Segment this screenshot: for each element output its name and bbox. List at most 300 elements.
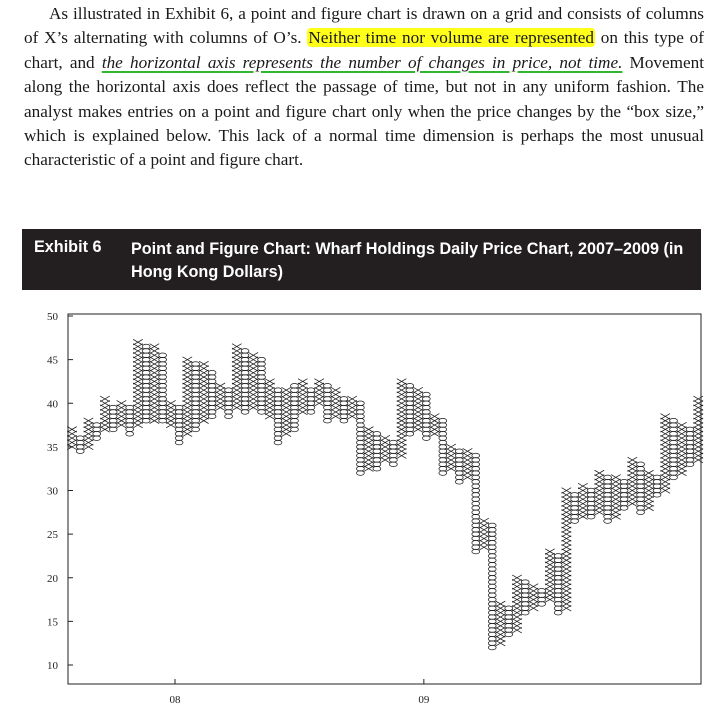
- x-mark: [660, 470, 670, 476]
- o-mark: [686, 458, 694, 463]
- o-mark: [192, 370, 200, 375]
- o-mark: [93, 431, 101, 436]
- x-mark: [380, 444, 390, 450]
- x-mark: [545, 549, 555, 555]
- x-mark: [232, 387, 242, 393]
- o-mark: [488, 549, 496, 554]
- o-mark: [274, 388, 282, 393]
- x-mark: [578, 496, 588, 502]
- x-mark: [199, 405, 209, 411]
- x-mark: [331, 396, 341, 402]
- o-mark: [225, 405, 233, 410]
- x-mark: [150, 414, 160, 420]
- o-mark: [422, 405, 430, 410]
- o-mark: [93, 436, 101, 441]
- x-mark: [628, 492, 638, 498]
- x-mark: [265, 396, 275, 402]
- o-column: [521, 580, 529, 615]
- x-column: [265, 379, 275, 420]
- x-mark: [150, 352, 160, 358]
- o-mark: [554, 562, 562, 567]
- x-mark: [479, 523, 489, 529]
- o-mark: [258, 405, 266, 410]
- x-mark: [644, 501, 654, 507]
- o-mark: [587, 493, 595, 498]
- o-mark: [406, 397, 414, 402]
- x-mark: [595, 505, 605, 511]
- x-mark: [84, 418, 94, 424]
- o-mark: [192, 384, 200, 389]
- x-mark: [578, 488, 588, 494]
- o-mark: [357, 410, 365, 415]
- exhibit-title: Point and Figure Chart: Wharf Holdings Daily Price Chart, 2007–2009 (in Hong Kong Dollars): [131, 240, 684, 281]
- o-mark: [505, 628, 513, 633]
- paragraph-segment: the horizontal axis represents the number of changes in price, not time.: [101, 52, 623, 72]
- x-mark: [199, 379, 209, 385]
- x-mark: [545, 562, 555, 568]
- x-mark: [133, 396, 143, 402]
- x-column: [281, 387, 291, 436]
- o-mark: [604, 519, 612, 524]
- x-mark: [413, 418, 423, 424]
- x-mark: [281, 431, 291, 437]
- x-mark: [298, 405, 308, 411]
- o-mark: [620, 484, 628, 489]
- o-mark: [488, 580, 496, 585]
- o-mark: [439, 431, 447, 436]
- o-mark: [142, 397, 150, 402]
- y-tick-label: 40: [47, 398, 58, 411]
- x-column: [446, 444, 456, 471]
- x-column: [413, 387, 423, 432]
- o-mark: [637, 462, 645, 467]
- o-mark: [554, 575, 562, 580]
- x-mark: [595, 510, 605, 516]
- x-mark: [265, 387, 275, 393]
- o-mark: [439, 458, 447, 463]
- x-mark: [150, 383, 160, 389]
- o-mark: [225, 388, 233, 393]
- o-mark: [159, 414, 167, 419]
- o-column: [670, 418, 678, 479]
- x-mark: [413, 387, 423, 393]
- o-mark: [472, 484, 480, 489]
- x-column: [660, 414, 670, 494]
- o-mark: [472, 514, 480, 519]
- x-mark: [281, 427, 291, 433]
- o-mark: [505, 606, 513, 611]
- o-mark: [142, 379, 150, 384]
- o-mark: [241, 353, 249, 358]
- o-mark: [208, 405, 216, 410]
- x-mark: [512, 623, 522, 629]
- x-mark: [446, 444, 456, 450]
- o-mark: [406, 384, 414, 389]
- o-mark: [488, 558, 496, 563]
- x-mark: [232, 392, 242, 398]
- x-mark: [133, 405, 143, 411]
- x-mark: [133, 400, 143, 406]
- x-mark: [281, 392, 291, 398]
- o-mark: [208, 388, 216, 393]
- o-mark: [291, 388, 299, 393]
- x-column: [545, 549, 555, 603]
- o-mark: [554, 606, 562, 611]
- x-mark: [281, 418, 291, 424]
- x-column: [199, 361, 209, 423]
- x-mark: [512, 627, 522, 633]
- o-column: [571, 493, 579, 524]
- o-mark: [126, 431, 134, 436]
- o-mark: [76, 445, 84, 450]
- o-mark: [175, 405, 183, 410]
- x-mark: [183, 392, 193, 398]
- x-mark: [166, 422, 176, 428]
- o-column: [340, 397, 348, 423]
- o-mark: [192, 401, 200, 406]
- x-mark: [545, 584, 555, 590]
- y-tick-label: 35: [47, 441, 58, 454]
- o-mark: [455, 458, 463, 463]
- o-mark: [258, 410, 266, 415]
- o-mark: [620, 488, 628, 493]
- o-mark: [192, 375, 200, 380]
- o-mark: [571, 510, 579, 515]
- o-mark: [637, 501, 645, 506]
- x-mark: [298, 400, 308, 406]
- o-mark: [554, 554, 562, 559]
- x-mark: [446, 466, 456, 472]
- x-mark: [413, 414, 423, 420]
- x-mark: [611, 505, 621, 511]
- o-mark: [670, 471, 678, 476]
- o-mark: [291, 427, 299, 432]
- o-mark: [192, 418, 200, 423]
- o-column: [488, 523, 496, 650]
- x-mark: [397, 383, 407, 389]
- x-mark: [199, 414, 209, 420]
- x-mark: [677, 457, 687, 463]
- x-mark: [248, 392, 258, 398]
- o-mark: [208, 401, 216, 406]
- x-mark: [562, 575, 572, 581]
- x-mark: [183, 409, 193, 415]
- x-mark: [660, 435, 670, 441]
- o-mark: [554, 584, 562, 589]
- o-mark: [554, 593, 562, 598]
- o-mark: [340, 405, 348, 410]
- o-mark: [488, 545, 496, 550]
- x-mark: [347, 405, 357, 411]
- o-mark: [554, 580, 562, 585]
- o-mark: [604, 484, 612, 489]
- o-mark: [192, 362, 200, 367]
- o-mark: [505, 615, 513, 620]
- o-mark: [472, 453, 480, 458]
- x-mark: [430, 418, 440, 424]
- o-mark: [670, 458, 678, 463]
- o-mark: [274, 410, 282, 415]
- o-mark: [307, 410, 315, 415]
- o-mark: [258, 357, 266, 362]
- x-mark: [644, 496, 654, 502]
- o-column: [389, 440, 397, 466]
- x-mark: [183, 414, 193, 420]
- x-mark: [232, 344, 242, 350]
- x-mark: [545, 553, 555, 559]
- o-mark: [192, 388, 200, 393]
- x-column: [397, 379, 407, 459]
- x-mark: [183, 418, 193, 424]
- x-mark: [496, 640, 506, 646]
- x-mark: [397, 422, 407, 428]
- o-mark: [126, 410, 134, 415]
- o-mark: [109, 410, 117, 415]
- x-mark: [529, 592, 539, 598]
- x-mark: [677, 435, 687, 441]
- x-mark: [562, 531, 572, 537]
- o-mark: [241, 357, 249, 362]
- x-mark: [397, 431, 407, 437]
- o-mark: [422, 414, 430, 419]
- o-mark: [357, 458, 365, 463]
- x-mark: [413, 409, 423, 415]
- o-mark: [538, 602, 546, 607]
- x-mark: [644, 488, 654, 494]
- x-mark: [84, 427, 94, 433]
- o-mark: [472, 475, 480, 480]
- x-mark: [183, 366, 193, 372]
- o-mark: [422, 423, 430, 428]
- o-mark: [389, 458, 397, 463]
- x-mark: [611, 501, 621, 507]
- x-mark: [133, 344, 143, 350]
- x-mark: [529, 601, 539, 607]
- o-mark: [274, 431, 282, 436]
- x-mark: [248, 374, 258, 380]
- x-mark: [298, 396, 308, 402]
- x-mark: [183, 427, 193, 433]
- x-mark: [677, 453, 687, 459]
- x-mark: [248, 379, 258, 385]
- o-mark: [406, 405, 414, 410]
- x-column: [100, 396, 110, 432]
- x-mark: [693, 405, 703, 411]
- x-column: [628, 457, 638, 506]
- o-mark: [258, 379, 266, 384]
- o-mark: [274, 423, 282, 428]
- x-mark: [397, 409, 407, 415]
- x-mark: [216, 405, 226, 411]
- o-mark: [637, 497, 645, 502]
- x-mark: [232, 348, 242, 354]
- x-mark: [364, 440, 374, 446]
- o-mark: [274, 436, 282, 441]
- o-mark: [225, 410, 233, 415]
- x-mark: [199, 392, 209, 398]
- o-mark: [192, 423, 200, 428]
- x-mark: [150, 374, 160, 380]
- o-column: [126, 405, 134, 436]
- o-mark: [258, 362, 266, 367]
- o-mark: [439, 436, 447, 441]
- o-mark: [472, 532, 480, 537]
- o-mark: [587, 514, 595, 519]
- x-mark: [117, 418, 127, 424]
- o-mark: [208, 414, 216, 419]
- o-mark: [192, 392, 200, 397]
- o-mark: [357, 462, 365, 467]
- x-mark: [248, 383, 258, 389]
- x-mark: [133, 348, 143, 354]
- o-mark: [357, 466, 365, 471]
- x-mark: [578, 483, 588, 489]
- o-mark: [208, 370, 216, 375]
- o-mark: [373, 466, 381, 471]
- y-tick-label: 10: [47, 660, 58, 672]
- o-mark: [258, 366, 266, 371]
- o-mark: [422, 410, 430, 415]
- o-mark: [208, 392, 216, 397]
- x-mark: [100, 427, 110, 433]
- o-mark: [291, 397, 299, 402]
- o-mark: [357, 449, 365, 454]
- x-mark: [364, 431, 374, 437]
- o-mark: [571, 501, 579, 506]
- x-mark: [331, 400, 341, 406]
- x-mark: [644, 470, 654, 476]
- o-mark: [472, 527, 480, 532]
- o-mark: [142, 344, 150, 349]
- o-mark: [175, 423, 183, 428]
- point-and-figure-chart: [0, 290, 724, 715]
- x-column: [595, 470, 605, 515]
- y-tick-label: 50: [47, 311, 58, 323]
- o-mark: [620, 506, 628, 511]
- x-mark: [595, 475, 605, 481]
- x-mark: [150, 366, 160, 372]
- o-mark: [241, 366, 249, 371]
- x-mark: [133, 422, 143, 428]
- o-mark: [653, 493, 661, 498]
- o-column: [109, 405, 117, 431]
- x-mark: [314, 383, 324, 389]
- o-mark: [109, 414, 117, 419]
- x-mark: [611, 496, 621, 502]
- o-mark: [406, 414, 414, 419]
- x-mark: [314, 387, 324, 393]
- x-mark: [100, 422, 110, 428]
- o-mark: [241, 410, 249, 415]
- o-column: [620, 479, 628, 510]
- o-mark: [554, 567, 562, 572]
- x-mark: [644, 483, 654, 489]
- o-mark: [686, 462, 694, 467]
- o-mark: [241, 362, 249, 367]
- o-mark: [406, 418, 414, 423]
- x-mark: [628, 475, 638, 481]
- x-mark: [150, 357, 160, 363]
- o-mark: [373, 453, 381, 458]
- o-mark: [274, 397, 282, 402]
- o-mark: [620, 479, 628, 484]
- o-mark: [340, 418, 348, 423]
- o-mark: [406, 388, 414, 393]
- o-column: [324, 384, 332, 424]
- o-mark: [357, 414, 365, 419]
- o-mark: [175, 440, 183, 445]
- x-mark: [84, 435, 94, 441]
- x-mark: [248, 387, 258, 393]
- o-mark: [159, 379, 167, 384]
- x-mark: [216, 387, 226, 393]
- x-mark: [364, 427, 374, 433]
- o-mark: [159, 384, 167, 389]
- x-mark: [595, 483, 605, 489]
- o-mark: [274, 418, 282, 423]
- o-mark: [488, 619, 496, 624]
- x-mark: [562, 605, 572, 611]
- x-mark: [397, 387, 407, 393]
- x-mark: [150, 370, 160, 376]
- x-mark: [693, 453, 703, 459]
- x-mark: [364, 457, 374, 463]
- o-mark: [357, 440, 365, 445]
- x-mark: [529, 588, 539, 594]
- x-mark: [545, 597, 555, 603]
- o-mark: [192, 379, 200, 384]
- x-mark: [562, 488, 572, 494]
- o-mark: [142, 401, 150, 406]
- o-mark: [142, 388, 150, 393]
- o-mark: [175, 427, 183, 432]
- o-mark: [439, 423, 447, 428]
- o-mark: [258, 397, 266, 402]
- o-mark: [653, 484, 661, 489]
- y-tick-label: 20: [47, 572, 58, 585]
- o-mark: [538, 593, 546, 598]
- o-mark: [76, 436, 84, 441]
- x-mark: [133, 352, 143, 358]
- x-axis: [170, 679, 430, 706]
- x-mark: [562, 544, 572, 550]
- x-column: [298, 379, 308, 415]
- x-mark: [512, 584, 522, 590]
- x-mark: [380, 435, 390, 441]
- x-mark: [562, 505, 572, 511]
- o-mark: [307, 401, 315, 406]
- o-mark: [472, 523, 480, 528]
- x-mark: [628, 470, 638, 476]
- o-mark: [208, 375, 216, 380]
- o-mark: [208, 384, 216, 389]
- x-mark: [133, 418, 143, 424]
- x-mark: [446, 457, 456, 463]
- o-mark: [571, 497, 579, 502]
- x-mark: [430, 431, 440, 437]
- o-mark: [159, 392, 167, 397]
- x-mark: [117, 409, 127, 415]
- o-mark: [159, 370, 167, 375]
- paragraph-segment: Neither time nor volume are represented: [308, 28, 594, 48]
- x-column: [430, 414, 440, 437]
- x-mark: [133, 339, 143, 345]
- o-mark: [307, 388, 315, 393]
- o-mark: [422, 392, 430, 397]
- x-mark: [479, 540, 489, 546]
- x-mark: [100, 414, 110, 420]
- o-mark: [208, 397, 216, 402]
